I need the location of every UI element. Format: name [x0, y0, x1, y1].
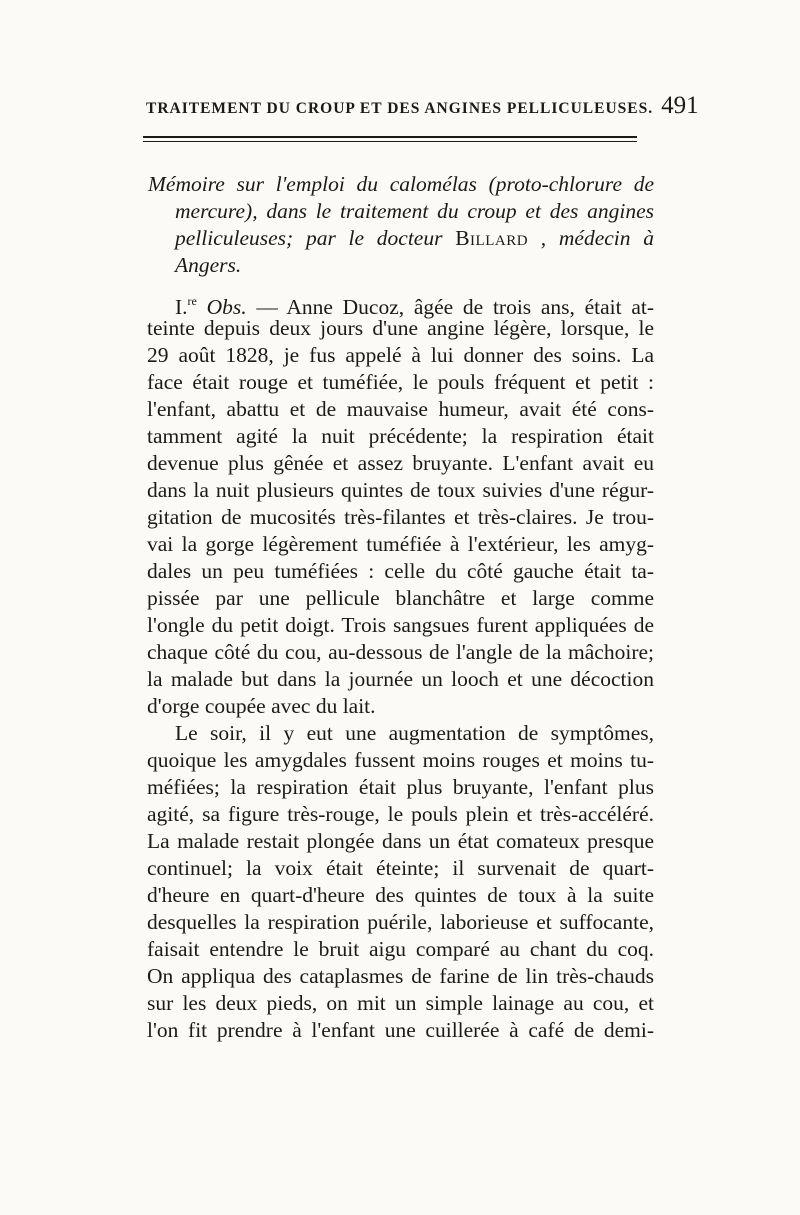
observation-text: — Anne Ducoz, âgée de trois ans, était at- — [256, 295, 655, 319]
running-title: TRAITEMENT DU CROUP ET DES ANGINES PELLICULEUSES. — [146, 100, 654, 117]
author-suffix: , médecin à — [540, 226, 654, 250]
text-line: quoique les amygdales fussent moins rouges et moins tu- — [147, 748, 654, 772]
text-line: sur les deux pieds, on mit un simple lainage au cou, et — [147, 991, 654, 1015]
header-rule-thick — [143, 136, 637, 138]
text-line: tamment agité la nuit précédente; la respiration était — [147, 424, 654, 448]
text-line: méfiées; la respiration était plus bruyante, l'enfant plus — [147, 775, 654, 799]
observation-label: I.$^{re}$ Obs. — [175, 294, 247, 319]
text-line: d'orge coupée avec du lait. — [147, 694, 376, 718]
article-title-line — [175, 224, 654, 252]
text-line: face était rouge et tuméfiée, le pouls fréquent et petit : — [147, 370, 654, 394]
author-name: Billard — [455, 226, 529, 250]
header-rule-thin — [143, 141, 637, 142]
text-line: chaque côté du cou, au-dessous de l'angle de la mâchoire; — [147, 640, 654, 664]
text-line: l'ongle du petit doigt. Trois sangsues furent appliquées de — [147, 613, 654, 637]
text-line: devenue plus gênée et assez bruyante. L'enfant avait eu — [147, 451, 654, 475]
text-line: 29 août 1828, je fus appelé à lui donner des soins. La — [147, 343, 654, 367]
text-line: desquelles la respiration puérile, laborieuse et suffocante, — [147, 910, 654, 934]
text-line: vai la gorge légèrement tuméfiée à l'extérieur, les amyg- — [147, 532, 654, 556]
text-line: teinte depuis deux jours d'une angine légère, lorsque, le — [147, 316, 654, 340]
text-line: agité, sa figure très-rouge, le pouls plein et très-accéléré. — [147, 802, 654, 826]
text-line: On appliqua des cataplasmes de farine de lin très-chauds — [147, 964, 654, 988]
text-line: la malade but dans la journée un looch et une décoction — [147, 667, 654, 691]
article-title-line: mercure), dans le traitement du croup et des angines — [175, 199, 654, 223]
observation-first-line — [175, 287, 655, 319]
text-line: l'on fit prendre à l'enfant une cuillerée à café de demi- — [147, 1018, 654, 1042]
article-title-line: Mémoire sur l'emploi du calomélas (proto-chlorure de — [148, 172, 654, 196]
running-head — [146, 92, 699, 122]
text-line: Le soir, il y eut une augmentation de symptômes, — [175, 721, 654, 745]
text-line: dans la nuit plusieurs quintes de toux suivies d'une régur- — [147, 478, 654, 502]
text-line: d'heure en quart-d'heure des quintes de toux à la suite — [147, 883, 654, 907]
text-line: continuel; la voix était éteinte; il survenait de quart- — [147, 856, 654, 880]
text-line: gitation de mucosités très-filantes et très-claires. Je trou- — [147, 505, 654, 529]
text-line: La malade restait plongée dans un état comateux presque — [147, 829, 654, 853]
text-line: pissée par une pellicule blanchâtre et large comme — [147, 586, 654, 610]
text-line: faisait entendre le bruit aigu comparé au chant du coq. — [147, 937, 654, 961]
text-line: dales un peu tuméfiées : celle du côté gauche était ta- — [147, 559, 654, 583]
page-number: 491 — [661, 92, 699, 119]
article-title-line: Angers. — [175, 253, 242, 277]
title-text: pelliculeuses; par le docteur — [175, 226, 443, 250]
text-line: l'enfant, abattu et de mauvaise humeur, avait été cons- — [147, 397, 654, 421]
